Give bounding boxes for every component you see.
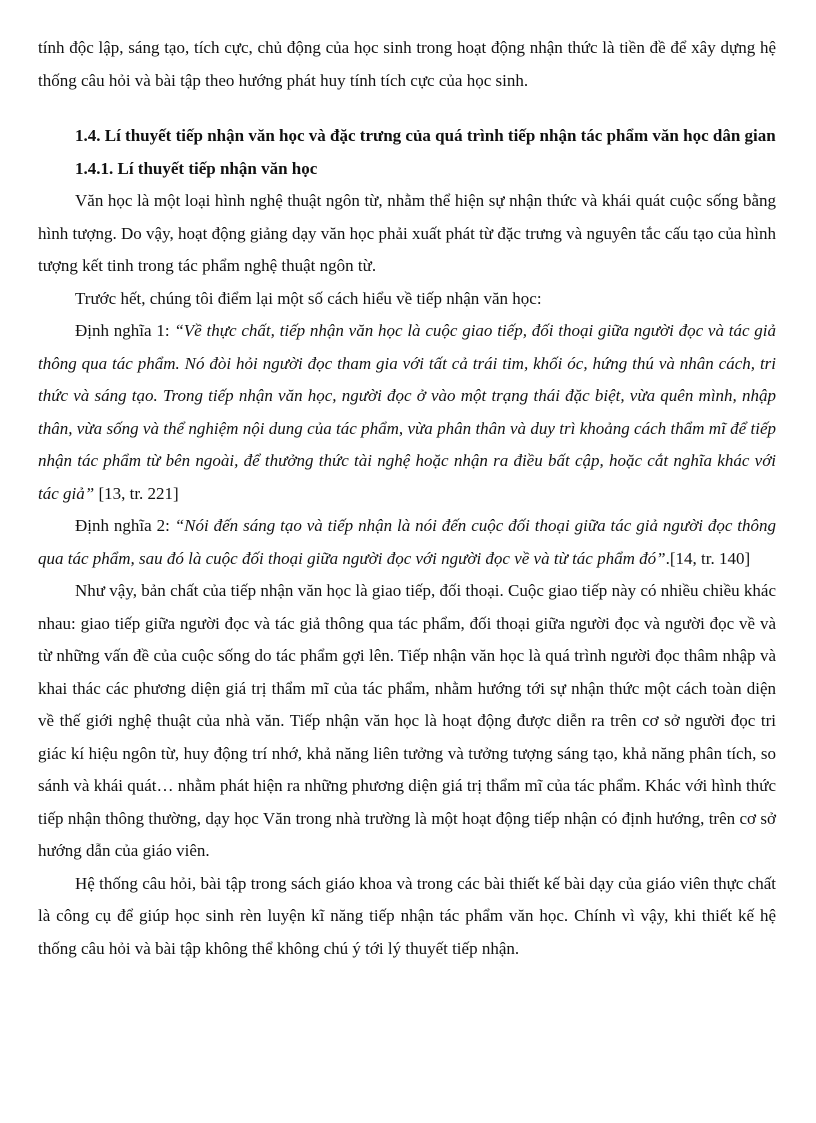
definition-2-quote: “Nói đến sáng tạo và tiếp nhận là nói đến cuộc đối thoại giữa tác giả người đọc thông qua tác phẩm, sau đó là cuộc đối thoại giữa người đọc với người đọc về và từ tác phẩm đó” (38, 516, 777, 568)
paragraph-definition-1 (38, 315, 776, 510)
paragraph-reception-nature: Như vậy, bản chất của tiếp nhận văn học là giao tiếp, đối thoại. Cuộc giao tiếp này có nhiều chiều khác nhau: giao tiếp giữa người đọc và tác giả thông qua tác phẩm, đối thoại giữa người đọc và người đọc về và từ những vấn đề của cuộc sống do tác phẩm gợi lên. Tiếp nhận văn học là quá trình người đọc thâm nhập và khai thác các phương diện giá trị thẩm mĩ của tác phẩm, nhằm hướng tới sự nhận thức một cách toàn diện về thế giới nghệ thuật của nhà văn. Tiếp nhận văn học là hoạt động được diễn ra trên cơ sở người đọc tri giác kí hiệu ngôn từ, huy động trí nhớ, khả năng liên tưởng và tưởng tượng sáng tạo, khả năng phân tích, so sánh và khái quát… nhằm phát hiện ra những phương diện giá trị thẩm mĩ của tác phẩm. Khác với hình thức tiếp nhận thông thường, dạy học Văn trong nhà trường là một hoạt động tiếp nhận có định hướng, trên cơ sở hướng dẫn của giáo viên. (38, 581, 776, 860)
subsection-heading-1-4-1: 1.4.1. Lí thuyết tiếp nhận văn học (75, 158, 318, 178)
definition-1-citation: [13, tr. 221] (94, 483, 179, 503)
paragraph-intro: tính độc lập, sáng tạo, tích cực, chủ động của học sinh trong hoạt động nhận thức là tiền đề để xây dựng hệ thống câu hỏi và bài tập theo hướng phát huy tính tích cực của học sinh. (38, 38, 776, 90)
paragraph-definition-2 (38, 510, 776, 575)
section-heading-1-4: 1.4. Lí thuyết tiếp nhận văn học và đặc trưng của quá trình tiếp nhận tác phẩm văn học dân gian (75, 126, 776, 145)
definition-2-label: Định nghĩa 2: (75, 516, 175, 535)
definition-1-label: Định nghĩa 1: (75, 321, 175, 340)
definition-2-citation: .[14, tr. 140] (665, 548, 751, 568)
paragraph-literature-definition: Văn học là một loại hình nghệ thuật ngôn từ, nhằm thể hiện sự nhận thức và khái quát cuộc sống bằng hình tượng. Do vậy, hoạt động giảng dạy văn học phải xuất phát từ đặc trưng và nguyên tắc cấu tạo của hình tượng kết tinh trong tác phẩm nghệ thuật ngôn từ. (38, 191, 776, 275)
paragraph-review-intro: Trước hết, chúng tôi điểm lại một số cách hiểu về tiếp nhận văn học: (75, 288, 542, 308)
paragraph-question-system: Hệ thống câu hỏi, bài tập trong sách giáo khoa và trong các bài thiết kế bài dạy của giáo viên thực chất là công cụ để giúp học sinh rèn luyện kĩ năng tiếp nhận tác phẩm văn học. Chính vì vậy, khi thiết kế hệ thống câu hỏi và bài tập không thể không chú ý tới lý thuyết tiếp nhận. (38, 873, 776, 958)
definition-1-quote: “Về thực chất, tiếp nhận văn học là cuộc giao tiếp, đối thoại giữa người đọc và tác giả thông qua tác phẩm. Nó đòi hỏi người đọc tham gia với tất cả trái tim, khối óc, hứng thú và nhân cách, tri thức và sáng tạo. Trong tiếp nhận văn học, người đọc ở vào một trạng thái đặc biệt, vừa quên mình, nhập thân, vừa sống và thể nghiệm nội dung của tác phẩm, vừa phân thân và duy trì khoảng cách thẩm mĩ để tiếp nhận tác phẩm từ bên ngoài, để thưởng thức tài nghệ hoặc nhận ra điều bất cập, hoặc cắt nghĩa khác với tác giả” (38, 321, 776, 503)
section-gap (38, 97, 776, 120)
